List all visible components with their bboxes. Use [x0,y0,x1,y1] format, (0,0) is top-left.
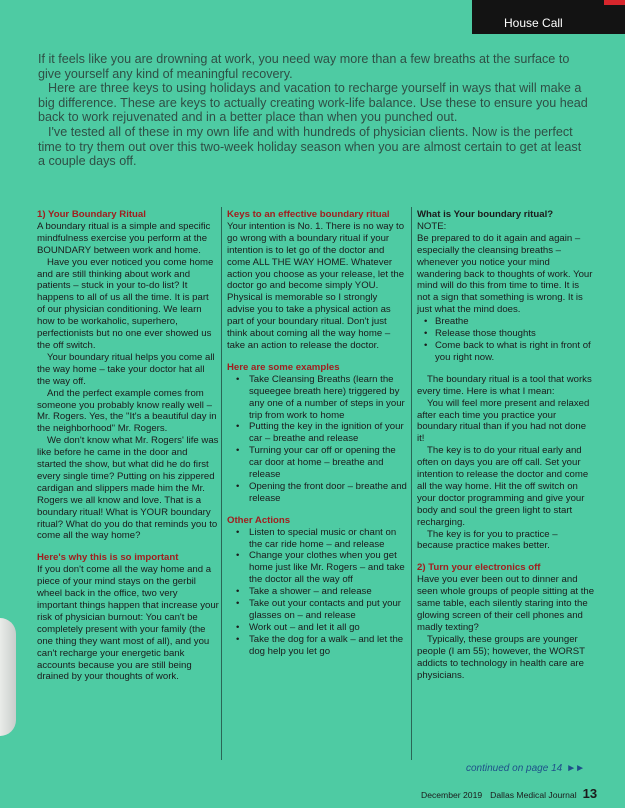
column-3 [417,209,595,681]
section-heading: Here's why this is so important [37,552,179,564]
paragraph: If you don't come all the way home and a piece of your mind stays on the gerbil wheel back in the office, two very important things happen that increase your risk of physician burnout: You can't be completely present with your family (the one thing they want most of all), and you can't recharge your energetic bank accounts because you are still being drained by your thoughts of work. [37,564,219,683]
page-number: 13 [582,786,598,801]
section-heading: Keys to an effective boundary ritual [227,209,390,220]
paragraph: Be prepared to do it again and again – especially the cleansing breaths – whenever you notice your mind wandering back to thoughts of work. Your mind will do this from time to time. It is not a sign that something is wrong. It is just what the mind does. [417,232,593,316]
paragraph: Typically, these groups are younger people (I am 55); however, the WORST addicts to technology in health care are physicians. [417,633,585,681]
paragraph: You will feel more present and relaxed after each time you practice your boundary ritual than if you had not done it! [417,397,590,445]
note-label: NOTE: [417,220,447,232]
paragraph: The boundary ritual is a tool that works every time. Here is what I mean: [417,373,592,397]
section-heading: 1) Your Boundary Ritual [37,209,146,220]
arrow-right-icon: ►► [566,763,584,774]
paragraph: Have you ever been out to dinner and seen whole groups of people sitting at the same table, each silently staring into the glowing screen of their cell phones and madly texting? [417,574,595,633]
paragraph: The key is to do your ritual early and often on days you are off call. Set your intention to release the doctor and come all the way home. Hit the off switch on your doctor programming and give your body and soul the green light to start recharging. [417,445,589,528]
paragraph: A boundary ritual is a simple and specific mindfulness exercise you perform at the BOUNDARY between work and home. [37,220,211,256]
section-heading: Here are some examples [227,361,340,373]
column-2 [227,209,407,658]
list-item: • Release those thoughts [417,328,595,340]
list-item: • Listen to special music or chant on the car ride home – and release [227,527,407,551]
paragraph: Have you ever noticed you come home and are still thinking about work and patients – stuck in your to-do list? It happens to all of us all the time. It is part of our physician conditioning. We learn how to be workaholic, superhero, perfectionists but no one ever showed us the off switch. [37,256,214,351]
paragraph: Your boundary ritual helps you come all the way home – take your doctor hat all the way off. [37,351,215,387]
paragraph: The key is for you to practice – because practice makes better. [417,528,558,552]
list-item: • Putting the key in the ignition of your car – breathe and release [227,421,407,445]
accent-bar [604,0,625,5]
list-item: • Take a shower – and release [227,586,407,598]
paragraph: And the perfect example comes from someone you probably know really well – Mr. Rogers. Yes, the "It's a beautiful day in the neighborhood" Mr. Rogers. [37,387,217,435]
list-item: • Take the dog for a walk – and let the dog help you let go [227,634,407,658]
examples-list [227,374,407,505]
list-item: • Change your clothes when you get home just like Mr. Rogers – and take the doctor all the way off [227,550,407,586]
photo-edge [0,618,16,736]
section-heading: 2) Turn your electronics off [417,562,541,574]
list-item: • Take out your contacts and put your glasses on – and release [227,598,407,622]
list-item: • Come back to what is right in front of you right now. [417,340,595,364]
list-item: • Turning your car off or opening the car door at home – breathe and release [227,445,407,481]
intro-text [38,52,590,169]
publication-name: Dallas Medical Journal [490,790,577,800]
intro-paragraph: If it feels like you are drowning at work, you need way more than a few breaths at the surface to give yourself any kind of meaningful recovery. [38,52,570,81]
column-divider [411,207,412,760]
list-item: • Breathe [417,316,595,328]
steps-list [417,316,595,364]
actions-list [227,527,407,658]
list-item: • Take Cleansing Breaths (learn the squeegee breath here) triggered by any one of a number of steps in your trip from work to home [227,374,407,422]
intro-paragraph: Here are three keys to using holidays and vacation to recharge yourself in ways that will make a big difference. These are keys to actually creating work-life balance. Use these to ensure you head back to work rejuvenated and in a better place than when you punched out. [38,81,588,125]
continued-text[interactable]: continued on page 14 [466,763,563,774]
section-heading: What is Your boundary ritual? [417,209,554,220]
list-item: • Opening the front door – breathe and release [227,481,407,505]
column-1 [37,209,219,683]
section-tag-label: House Call [504,16,563,30]
list-item: • Work out – and let it all go [227,622,407,634]
continued-link[interactable] [466,763,584,774]
page-footer [421,786,597,801]
section-tag [472,0,625,34]
intro-paragraph: I've tested all of these in my own life and with hundreds of physician clients. Now is the perfect time to try them out over this two-week holiday season when you are almost certain to get at least a couple days off. [38,124,582,169]
column-divider [221,207,222,760]
paragraph: We don't know what Mr. Rogers' life was like before he came in the door and started the show, but what did he do first every single time? Putting on his zippered cardigan and slippers made him the Mr. Rogers we all know and love. That is a boundary ritual! What is YOUR boundary ritual? What do you do that reminds you to come all the way home? [37,435,219,542]
section-heading: Other Actions [227,514,291,526]
paragraph: Your intention is No. 1. There is no way to go wrong with a boundary ritual if your intention is to let go of the doctor and come ALL THE WAY HOME. Whatever action you choose as your release, let the doctor go and become simply YOU. Physical is memorable so I strongly advise you to take a physical action as part of your boundary ritual. Don't just think about coming all the way home – take an action to release the doctor. [227,220,405,351]
issue-date: December 2019 [421,790,483,800]
